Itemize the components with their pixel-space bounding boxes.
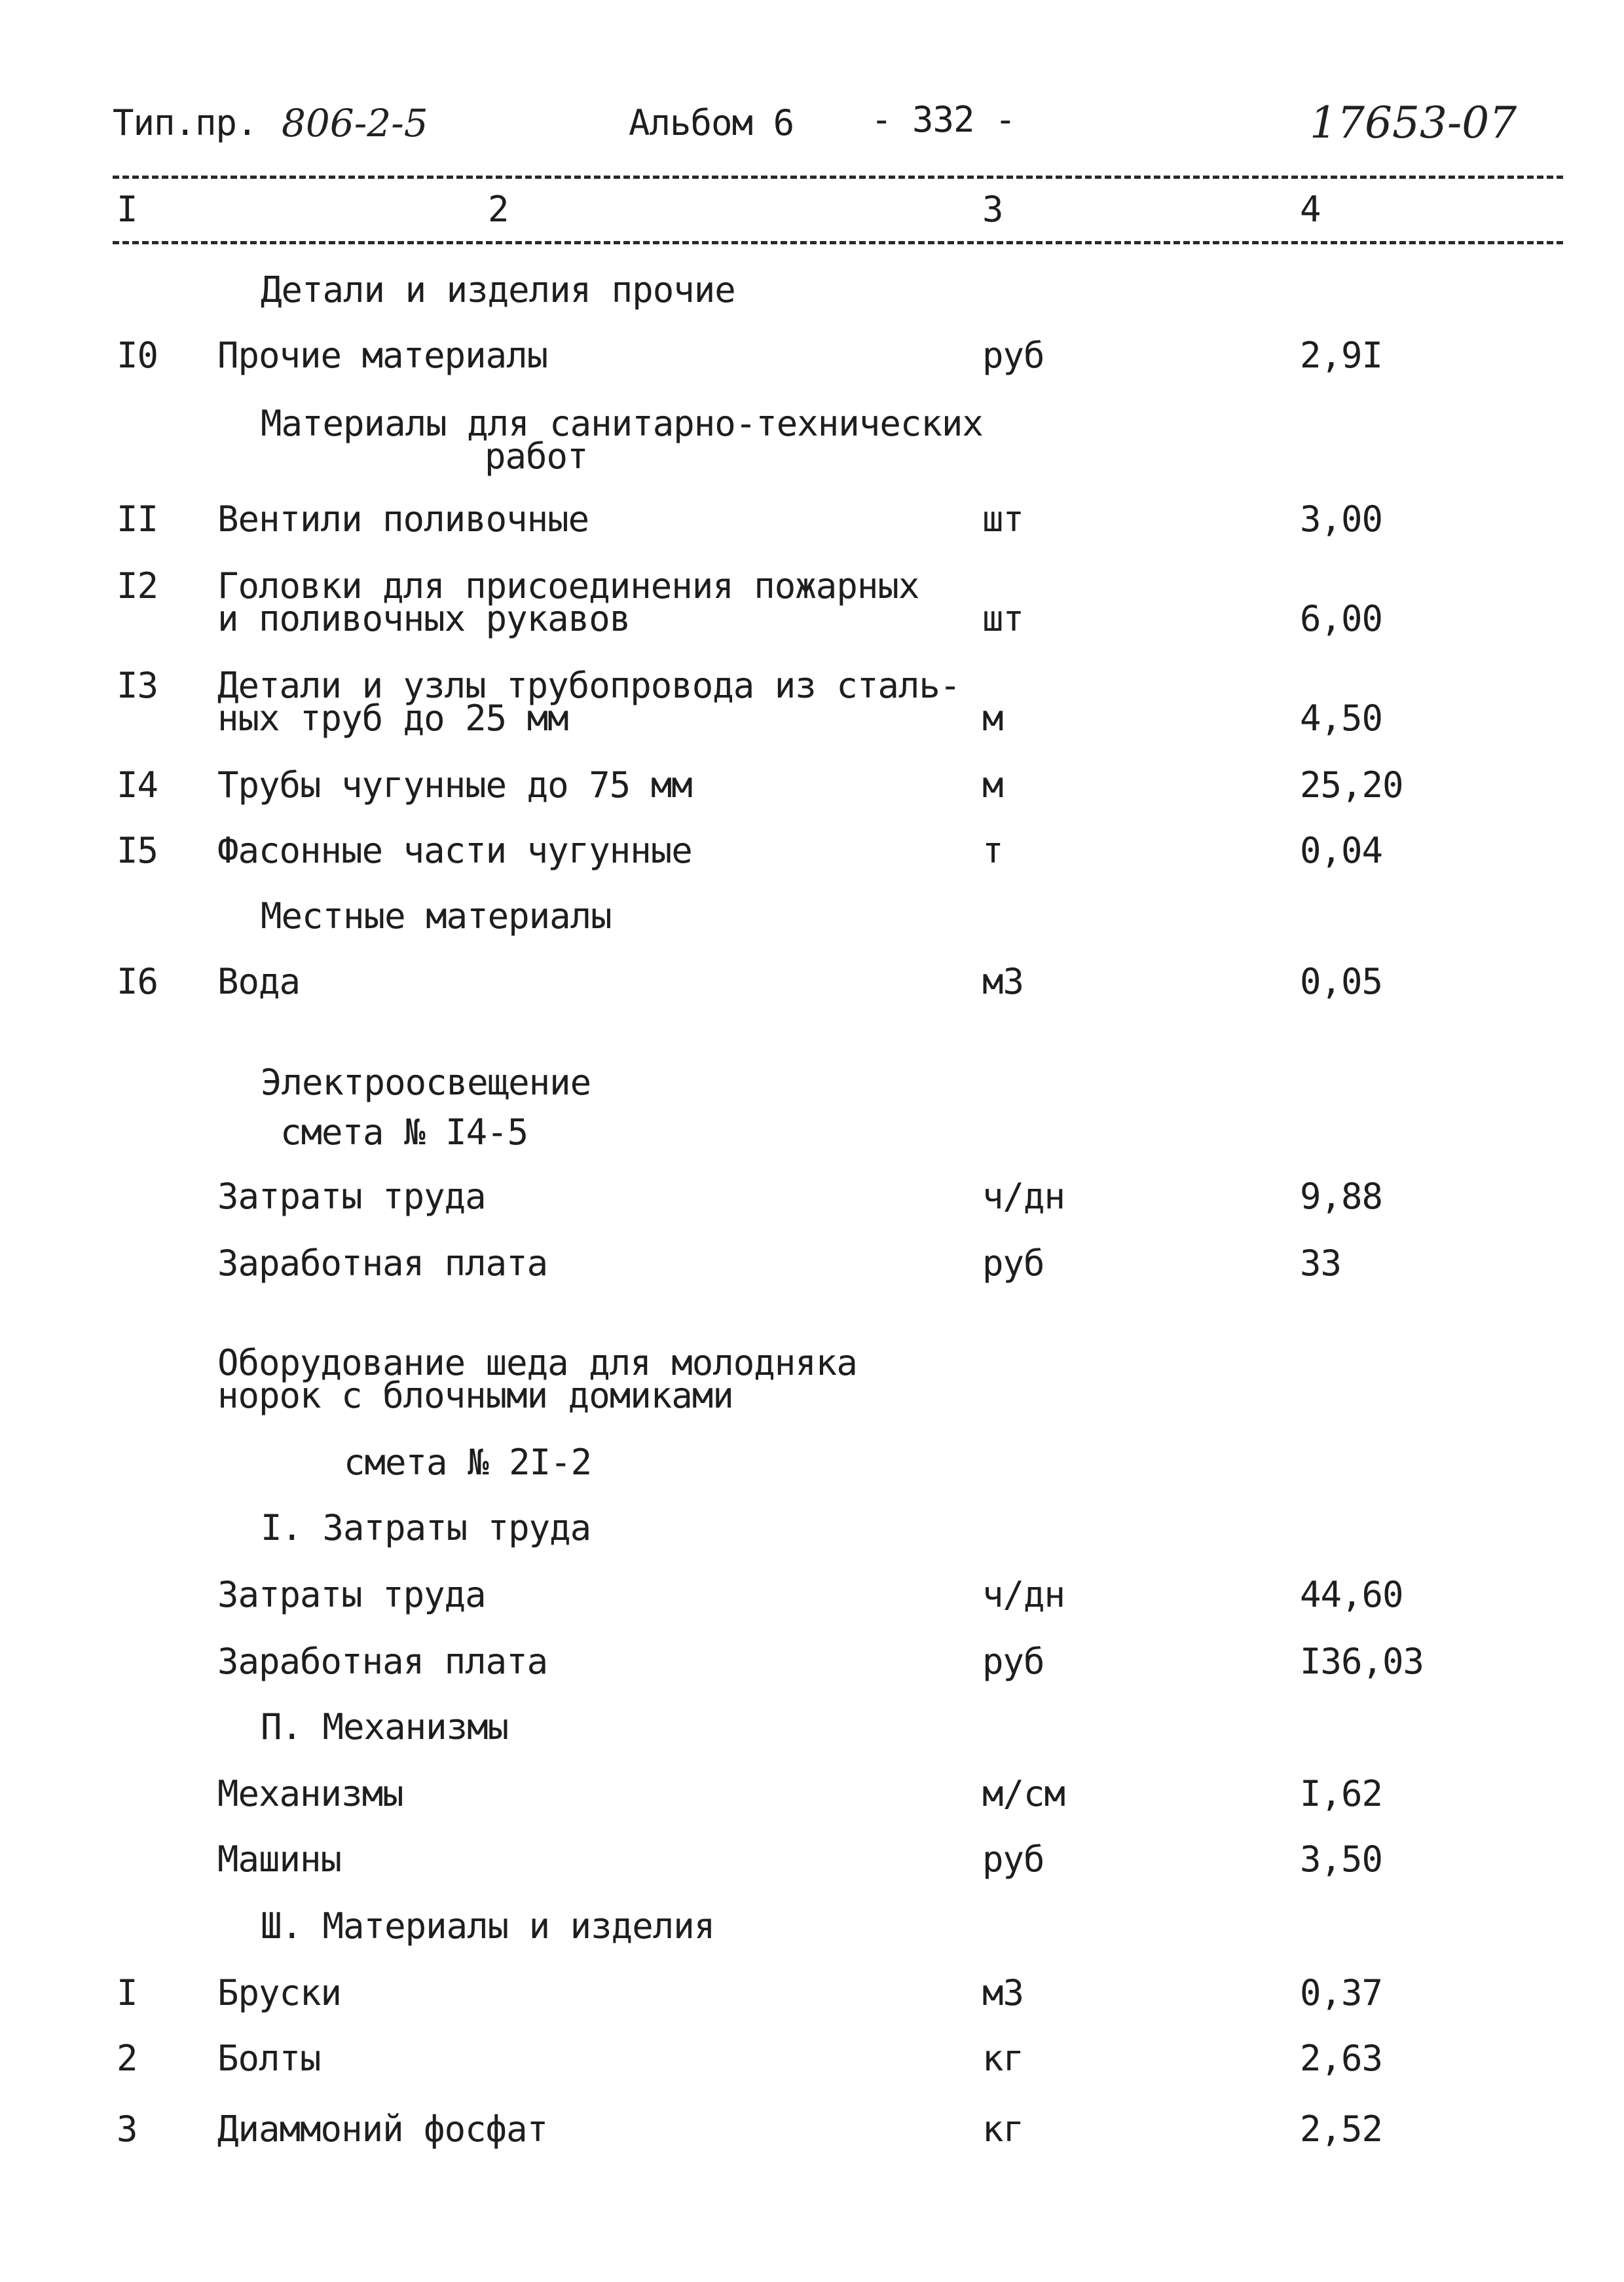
- row-unit: м/см: [982, 1773, 1065, 1814]
- row-value: I36,03: [1300, 1641, 1424, 1682]
- row-unit: руб: [982, 335, 1044, 376]
- row-unit: руб: [982, 1641, 1044, 1682]
- row-unit: м3: [982, 1972, 1024, 2013]
- row-unit: шт: [982, 498, 1024, 540]
- row-name: Трубы чугунные до 75 мм: [217, 764, 692, 806]
- row-unit: шт: [982, 598, 1024, 639]
- row-name: Заработная плата: [217, 1243, 548, 1284]
- row-name: Бруски: [217, 1972, 342, 2013]
- row-value: 33: [1300, 1243, 1342, 1284]
- row-value: 0,04: [1300, 830, 1383, 871]
- row-number: 2: [117, 2038, 138, 2079]
- row-value: 2,63: [1300, 2038, 1383, 2079]
- row-value: 9,88: [1300, 1176, 1383, 1217]
- row-unit: руб: [982, 1839, 1044, 1880]
- section-equipment-line1: Оборудование шеда для молодняка: [217, 1342, 857, 1383]
- row-name-line2: и поливочных рукавов: [217, 598, 631, 639]
- row-number: II: [117, 498, 158, 540]
- row-name-line1: Головки для присоединения пожарных: [217, 565, 919, 607]
- album-label: Альбом 6: [629, 102, 794, 143]
- row-unit: руб: [982, 1243, 1044, 1284]
- type-label: Тип.пр.: [113, 102, 257, 143]
- section-sanitary-line2: работ: [485, 436, 588, 477]
- row-number: I5: [117, 830, 158, 871]
- section-materials: Ш. Материалы и изделия: [261, 1905, 715, 1947]
- row-number: I2: [117, 565, 158, 607]
- section-other-parts: Детали и изделия прочие: [261, 269, 735, 310]
- section-equipment-line2: норок с блочными домиками: [217, 1375, 733, 1416]
- row-name: Затраты труда: [217, 1176, 486, 1217]
- row-name: Машины: [217, 1839, 342, 1880]
- row-unit: м: [982, 698, 1003, 739]
- doc-number-handwritten: 17653-07: [1310, 98, 1517, 148]
- row-name: Механизмы: [217, 1773, 403, 1814]
- row-number: I: [117, 1972, 138, 2013]
- row-name: Заработная плата: [217, 1641, 548, 1682]
- row-name: Диаммоний фосфат: [217, 2108, 548, 2150]
- row-number: I0: [117, 335, 158, 376]
- top-dashed-rule: [113, 176, 1563, 179]
- section-labor: I. Затраты труда: [261, 1507, 591, 1548]
- row-name: Болты: [217, 2038, 321, 2079]
- row-name: Фасонные части чугунные: [217, 830, 692, 871]
- row-name-line1: Детали и узлы трубопровода из сталь-: [217, 665, 961, 706]
- row-number: I3: [117, 665, 158, 706]
- section-sanitary-line1: Материалы для санитарно-технических: [261, 403, 983, 444]
- row-value: 2,9I: [1300, 335, 1383, 376]
- row-unit: м3: [982, 961, 1024, 1002]
- row-number: I6: [117, 961, 158, 1002]
- row-name: Вентили поливочные: [217, 498, 589, 540]
- column-header-1: I: [117, 189, 138, 230]
- type-number-handwritten: 806-2-5: [282, 101, 428, 145]
- bottom-dashed-rule: [113, 241, 1563, 244]
- page-number: - 332 -: [871, 99, 1016, 140]
- row-value: 4,50: [1300, 698, 1383, 739]
- section-local-materials: Местные материалы: [261, 895, 612, 937]
- row-name: Затраты труда: [217, 1574, 486, 1615]
- column-header-4: 4: [1300, 189, 1321, 230]
- row-unit: т: [982, 830, 1003, 871]
- row-value: 3,00: [1300, 498, 1383, 540]
- row-name-line2: ных труб до 25 мм: [217, 698, 568, 739]
- section-lighting-estimate: смета № I4-5: [280, 1112, 528, 1153]
- row-unit: м: [982, 764, 1003, 806]
- row-value: 2,52: [1300, 2108, 1383, 2150]
- column-header-3: 3: [982, 189, 1003, 230]
- row-number: 3: [117, 2108, 138, 2150]
- row-value: 3,50: [1300, 1839, 1383, 1880]
- row-unit: кг: [982, 2038, 1024, 2079]
- row-value: 44,60: [1300, 1574, 1403, 1615]
- row-number: I4: [117, 764, 158, 806]
- row-name: Вода: [217, 961, 301, 1002]
- section-machinery: П. Механизмы: [261, 1706, 509, 1748]
- section-lighting-title: Электроосвещение: [261, 1062, 591, 1103]
- row-unit: ч/дн: [982, 1176, 1065, 1217]
- row-value: I,62: [1300, 1773, 1383, 1814]
- section-equipment-estimate: смета № 2I-2: [344, 1442, 592, 1483]
- row-value: 0,05: [1300, 961, 1383, 1002]
- row-value: 25,20: [1300, 764, 1403, 806]
- column-header-2: 2: [488, 189, 509, 230]
- row-value: 0,37: [1300, 1972, 1383, 2013]
- row-unit: кг: [982, 2108, 1024, 2150]
- row-value: 6,00: [1300, 598, 1383, 639]
- row-name: Прочие материалы: [217, 335, 548, 376]
- row-unit: ч/дн: [982, 1574, 1065, 1615]
